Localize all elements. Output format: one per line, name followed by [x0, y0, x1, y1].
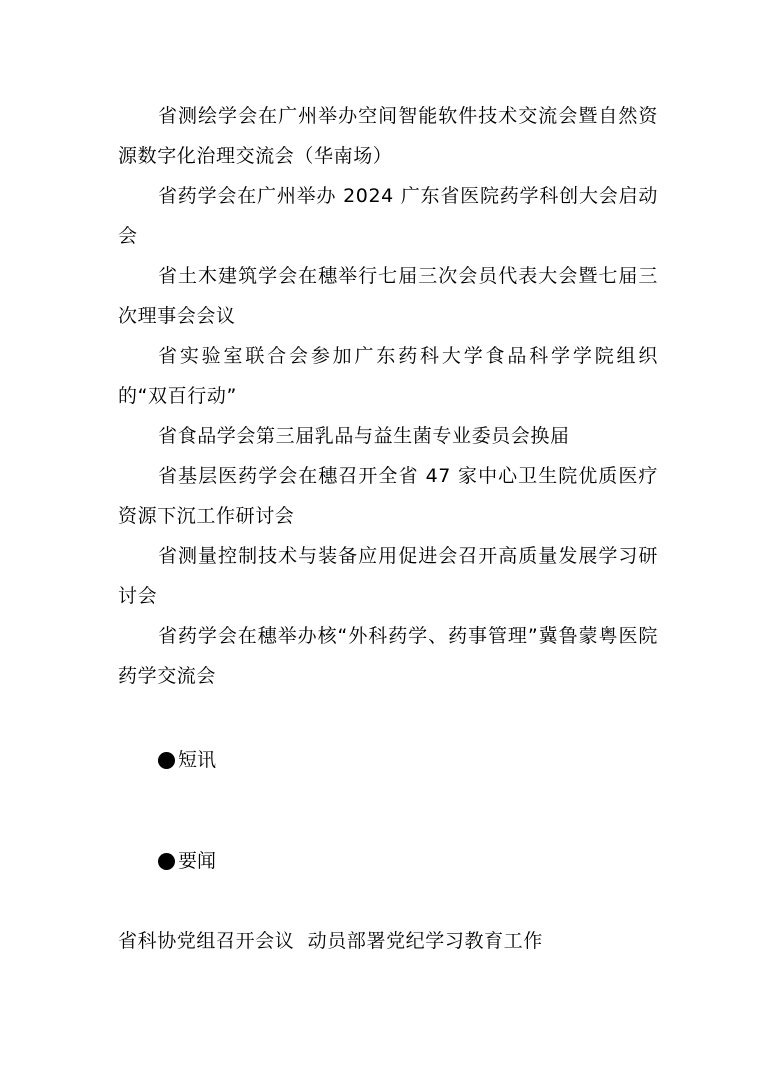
section-heading-brief [158, 745, 216, 775]
list-item: 省药学会在穗举办核“外科药学、药事管理”冀鲁蒙粤医院药学交流会 [118, 625, 658, 687]
list-item: 省基层医药学会在穗召开全省 47 家中心卫生院优质医疗资源下沉工作研讨会 [118, 465, 658, 527]
list-item: 省实验室联合会参加广东药科大学食品科学学院组织的“双百行动” [118, 345, 658, 407]
list-item: 省药学会在广州举办 2024 广东省医院药学科创大会启动会 [118, 185, 658, 247]
list-item: 省测量控制技术与装备应用促进会召开高质量发展学习研讨会 [118, 545, 658, 607]
bullet-dot-icon [158, 752, 175, 769]
article-list [118, 96, 658, 696]
list-item: 省测绘学会在广州举办空间智能软件技术交流会暨自然资源数字化治理交流会（华南场） [118, 105, 658, 167]
list-item: 省土木建筑学会在穗举行七届三次会员代表大会暨七届三次理事会会议 [118, 265, 658, 327]
news-headline: 省科协党组召开会议 动员部署党纪学习教育工作 [118, 930, 543, 952]
list-item: 省食品学会第三届乳品与益生菌专业委员会换届 [158, 425, 570, 447]
section-label: 要闻 [178, 850, 217, 872]
section-heading-news [158, 846, 216, 876]
section-label: 短讯 [178, 749, 217, 771]
bullet-dot-icon [158, 853, 175, 870]
